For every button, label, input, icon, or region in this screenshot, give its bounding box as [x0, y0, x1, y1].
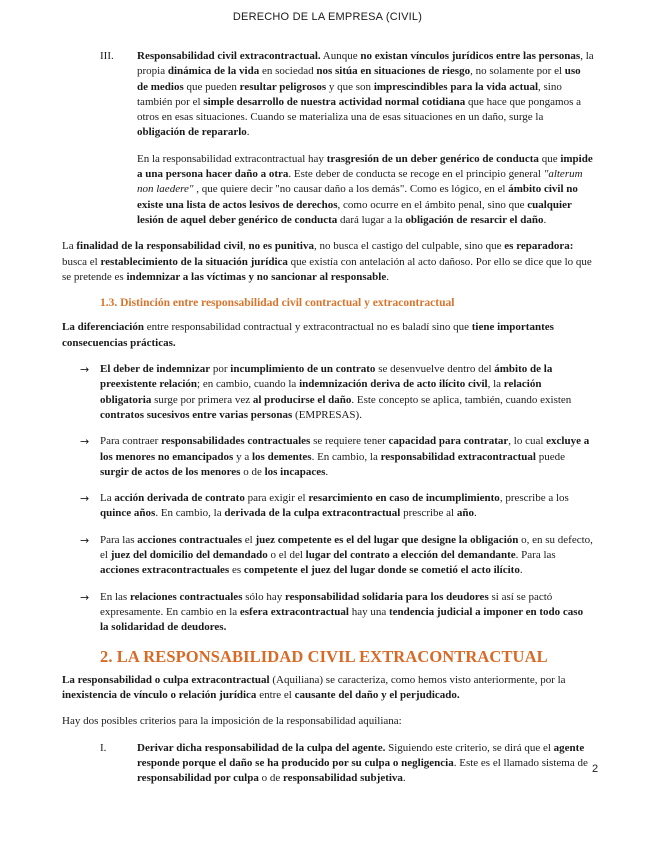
term: acción derivada de contrato	[114, 492, 245, 505]
term: responsabilidad extracontractual	[380, 450, 536, 463]
term: acciones extracontractuales	[100, 564, 230, 577]
term: obligación de resarcir el daño	[405, 213, 544, 226]
text: .	[246, 126, 250, 139]
arrow-bullet-icon: →	[80, 435, 90, 449]
term: causante del daño y el perjudicado.	[294, 689, 460, 702]
text: , prescribe a los	[499, 492, 569, 505]
paragraph-finalidad	[62, 239, 594, 285]
page-header: DERECHO DE LA EMPRESA (CIVIL)	[232, 11, 423, 23]
term: capacidad para contratar	[388, 435, 509, 448]
text: que hace que pongamos a otros en esas situaciones. Cuando se materializa una de esas situaciones en un daño, surge la	[137, 95, 582, 124]
term: uso de medios	[137, 65, 581, 93]
text: .	[402, 772, 406, 785]
bullet-item	[62, 434, 594, 480]
page-number: 2	[592, 763, 599, 775]
text: o, en su defecto, el	[100, 533, 593, 562]
text: es	[229, 564, 244, 577]
arrow-bullet-icon: →	[80, 363, 90, 377]
term: surgir de actos de los menores	[100, 465, 241, 478]
term: incumplimiento de un contrato	[230, 363, 376, 376]
text: prescribe al	[400, 507, 457, 520]
term: es reparadora:	[504, 240, 574, 253]
text: y que son	[326, 80, 374, 93]
term: restablecimiento de la situación jurídica	[100, 255, 288, 268]
document-body	[62, 49, 594, 787]
term: Derivar dicha responsabilidad de la culpa del agente.	[137, 741, 386, 754]
text: (Aquiliana) se caracteriza, como hemos visto anteriormente, por la	[269, 673, 566, 686]
text: dará lugar a la	[337, 213, 406, 226]
term: lugar del contrato a elección del demandante	[305, 549, 516, 562]
term: esfera extracontractual	[239, 605, 349, 618]
term: agente responde porque el daño se ha producido por su culpa o negligencia	[137, 741, 585, 769]
term: indemnizar a las víctimas y no sancionar al responsable	[126, 270, 387, 283]
term: juez competente es el del lugar que designe la obligación	[255, 533, 519, 546]
term: ámbito de la preexistente relación	[100, 363, 553, 391]
text: En la responsabilidad extracontractual hay	[137, 152, 327, 165]
term: La diferenciación	[62, 321, 144, 334]
section-heading-1-3: 1.3. Distinción entre responsabilidad civil contractual y extracontractual	[100, 297, 455, 310]
text: , la	[487, 378, 504, 391]
term: al producirse el daño	[252, 393, 352, 406]
term: La responsabilidad o culpa extracontractual	[62, 673, 270, 686]
text: , lo cual	[508, 435, 547, 448]
item-i	[62, 741, 594, 787]
text: se desenvuelve dentro del	[375, 363, 495, 376]
bullet-item	[62, 533, 594, 579]
paragraph-extracontractual	[62, 152, 594, 228]
term: finalidad de la responsabilidad civil	[76, 240, 244, 253]
term: trasgresión de un deber genérico de conducta	[326, 152, 539, 165]
text: , no solamente por el	[470, 65, 565, 78]
term: relación obligatoria	[100, 378, 542, 406]
text: o de	[240, 465, 265, 478]
term: los incapaces	[264, 465, 326, 478]
text: .	[325, 465, 329, 478]
text: Hay dos posibles criterios para la imposición de la responsabilidad aquiliana:	[62, 715, 402, 728]
section-heading-2: 2. LA RESPONSABILIDAD CIVIL EXTRACONTRACTUAL	[100, 646, 548, 666]
item-number: III.	[100, 50, 114, 62]
term: responsabilidad por culpa	[137, 772, 259, 785]
paragraph-aquiliana	[62, 673, 594, 704]
text: y a	[233, 450, 252, 463]
item-iii	[62, 49, 594, 141]
text: o de	[258, 772, 283, 785]
text: que	[538, 152, 561, 165]
text: por	[210, 363, 231, 376]
arrow-bullet-icon: →	[80, 533, 90, 547]
text: .	[473, 507, 477, 520]
text: . Para las	[515, 549, 556, 562]
term: ámbito civil	[508, 183, 564, 196]
term: impide a una persona hacer daño a otra	[137, 152, 593, 181]
term: resultar peligrosos	[239, 80, 327, 93]
text: , que quiere decir "no causar daño a los demás". Como es lógico, en el	[193, 183, 509, 196]
term: excluye a los menores no emancipados	[100, 435, 590, 463]
text: , la propia	[137, 50, 594, 78]
text: La	[100, 492, 115, 505]
text: , como ocurre en el ámbito penal, sino que	[337, 198, 528, 211]
text: entre responsabilidad contractual y extracontractual no es baladí sino que	[143, 321, 472, 334]
text: En las	[100, 590, 130, 603]
bullet-item	[62, 590, 594, 636]
text: el	[242, 533, 256, 546]
term: responsabilidad solidaria para los deudores	[284, 590, 489, 603]
term: responsabilidad subjetiva	[283, 772, 403, 785]
term: nos sitúa en situaciones de riesgo	[316, 65, 471, 78]
text: hay una	[348, 605, 389, 618]
term: relaciones contractuales	[129, 590, 243, 603]
text: .	[543, 213, 547, 226]
text: . Este es el llamado sistema de	[453, 756, 588, 769]
term: no existan vínculos jurídicos entre las personas	[360, 50, 581, 62]
text: .	[386, 270, 389, 283]
term: contratos sucesivos entre varias personas	[100, 408, 293, 421]
term: dinámica de la vida	[167, 65, 260, 78]
text: si así se pactó expresamente. En cambio en la	[100, 590, 553, 618]
term: tiene importantes consecuencias prácticas.	[62, 321, 554, 349]
text: . Este deber de conducta se recoge en el principio general	[288, 168, 544, 181]
term: competente el juez del lugar donde se cometió el acto ilícito	[243, 564, 520, 577]
term: no existe una lista de actos lesivos de derechos	[137, 183, 578, 211]
text: Para contraer	[100, 435, 162, 448]
term: imprescindibles para la vida actual	[373, 80, 539, 93]
text: .	[519, 564, 523, 577]
text: Para las	[100, 533, 138, 546]
text: , no busca el castigo del culpable, sino que	[313, 240, 505, 253]
text: sólo hay	[242, 590, 285, 603]
arrow-bullet-icon: →	[80, 590, 90, 604]
term: no es punitiva	[248, 240, 314, 253]
text: . En cambio, la	[311, 450, 381, 463]
paragraph-criterios	[62, 714, 594, 729]
term: Responsabilidad civil extracontractual.	[137, 50, 321, 62]
term: indemnización deriva de acto ilícito civil	[299, 378, 488, 391]
text: para exigir el	[244, 492, 309, 505]
text: Siguiendo este criterio, se dirá que el	[385, 741, 554, 754]
term: resarcimiento en caso de incumplimiento	[308, 492, 500, 505]
text: surge por primera vez	[151, 393, 253, 406]
text: ; en cambio, cuando la	[197, 378, 300, 391]
term: inexistencia de vínculo o relación jurídica	[62, 689, 257, 702]
text: o el del	[267, 549, 306, 562]
text: . En cambio, la	[155, 507, 225, 520]
text: La	[62, 240, 77, 253]
term: acciones contractuales	[137, 533, 243, 546]
term: juez del domicilio del demandado	[110, 549, 268, 562]
text: ,	[243, 240, 249, 253]
text: Aunque	[320, 50, 361, 62]
text: . Este concepto se aplica, también, cuando existen	[351, 393, 572, 406]
term: los dementes	[251, 450, 312, 463]
text: se requiere tener	[310, 435, 389, 448]
term: tendencia judicial a imponer en todo caso la solidaridad de deudores.	[100, 605, 584, 634]
bullet-item	[62, 491, 594, 522]
text: en sociedad	[259, 65, 317, 78]
text: , sino también por el	[137, 80, 562, 108]
latin-phrase: "alterum non laedere"	[137, 168, 583, 196]
term: obligación de repararlo	[137, 126, 247, 139]
text: busca el	[62, 255, 101, 268]
text: puede	[535, 450, 565, 463]
text: (EMPRESAS).	[292, 408, 362, 421]
term: quince años	[100, 507, 156, 520]
paragraph-diferenciacion	[62, 320, 594, 351]
arrow-bullet-icon: →	[80, 492, 90, 506]
term: derivada de la culpa extracontractual	[224, 507, 401, 520]
term: responsabilidades contractuales	[161, 435, 311, 448]
term: cualquier lesión de aquel deber genérico de conducta	[137, 198, 572, 226]
term: El deber de indemnizar	[100, 363, 211, 376]
text: que pueden	[183, 80, 240, 93]
text: entre el	[256, 689, 295, 702]
item-number: I.	[100, 741, 107, 754]
term: simple desarrollo de nuestra actividad normal cotidiana	[203, 95, 466, 108]
term: año	[456, 507, 474, 520]
bullet-item	[62, 362, 594, 423]
text: que existía con antelación al acto dañoso. Por ello se dice que lo que se pretende es	[62, 255, 592, 283]
